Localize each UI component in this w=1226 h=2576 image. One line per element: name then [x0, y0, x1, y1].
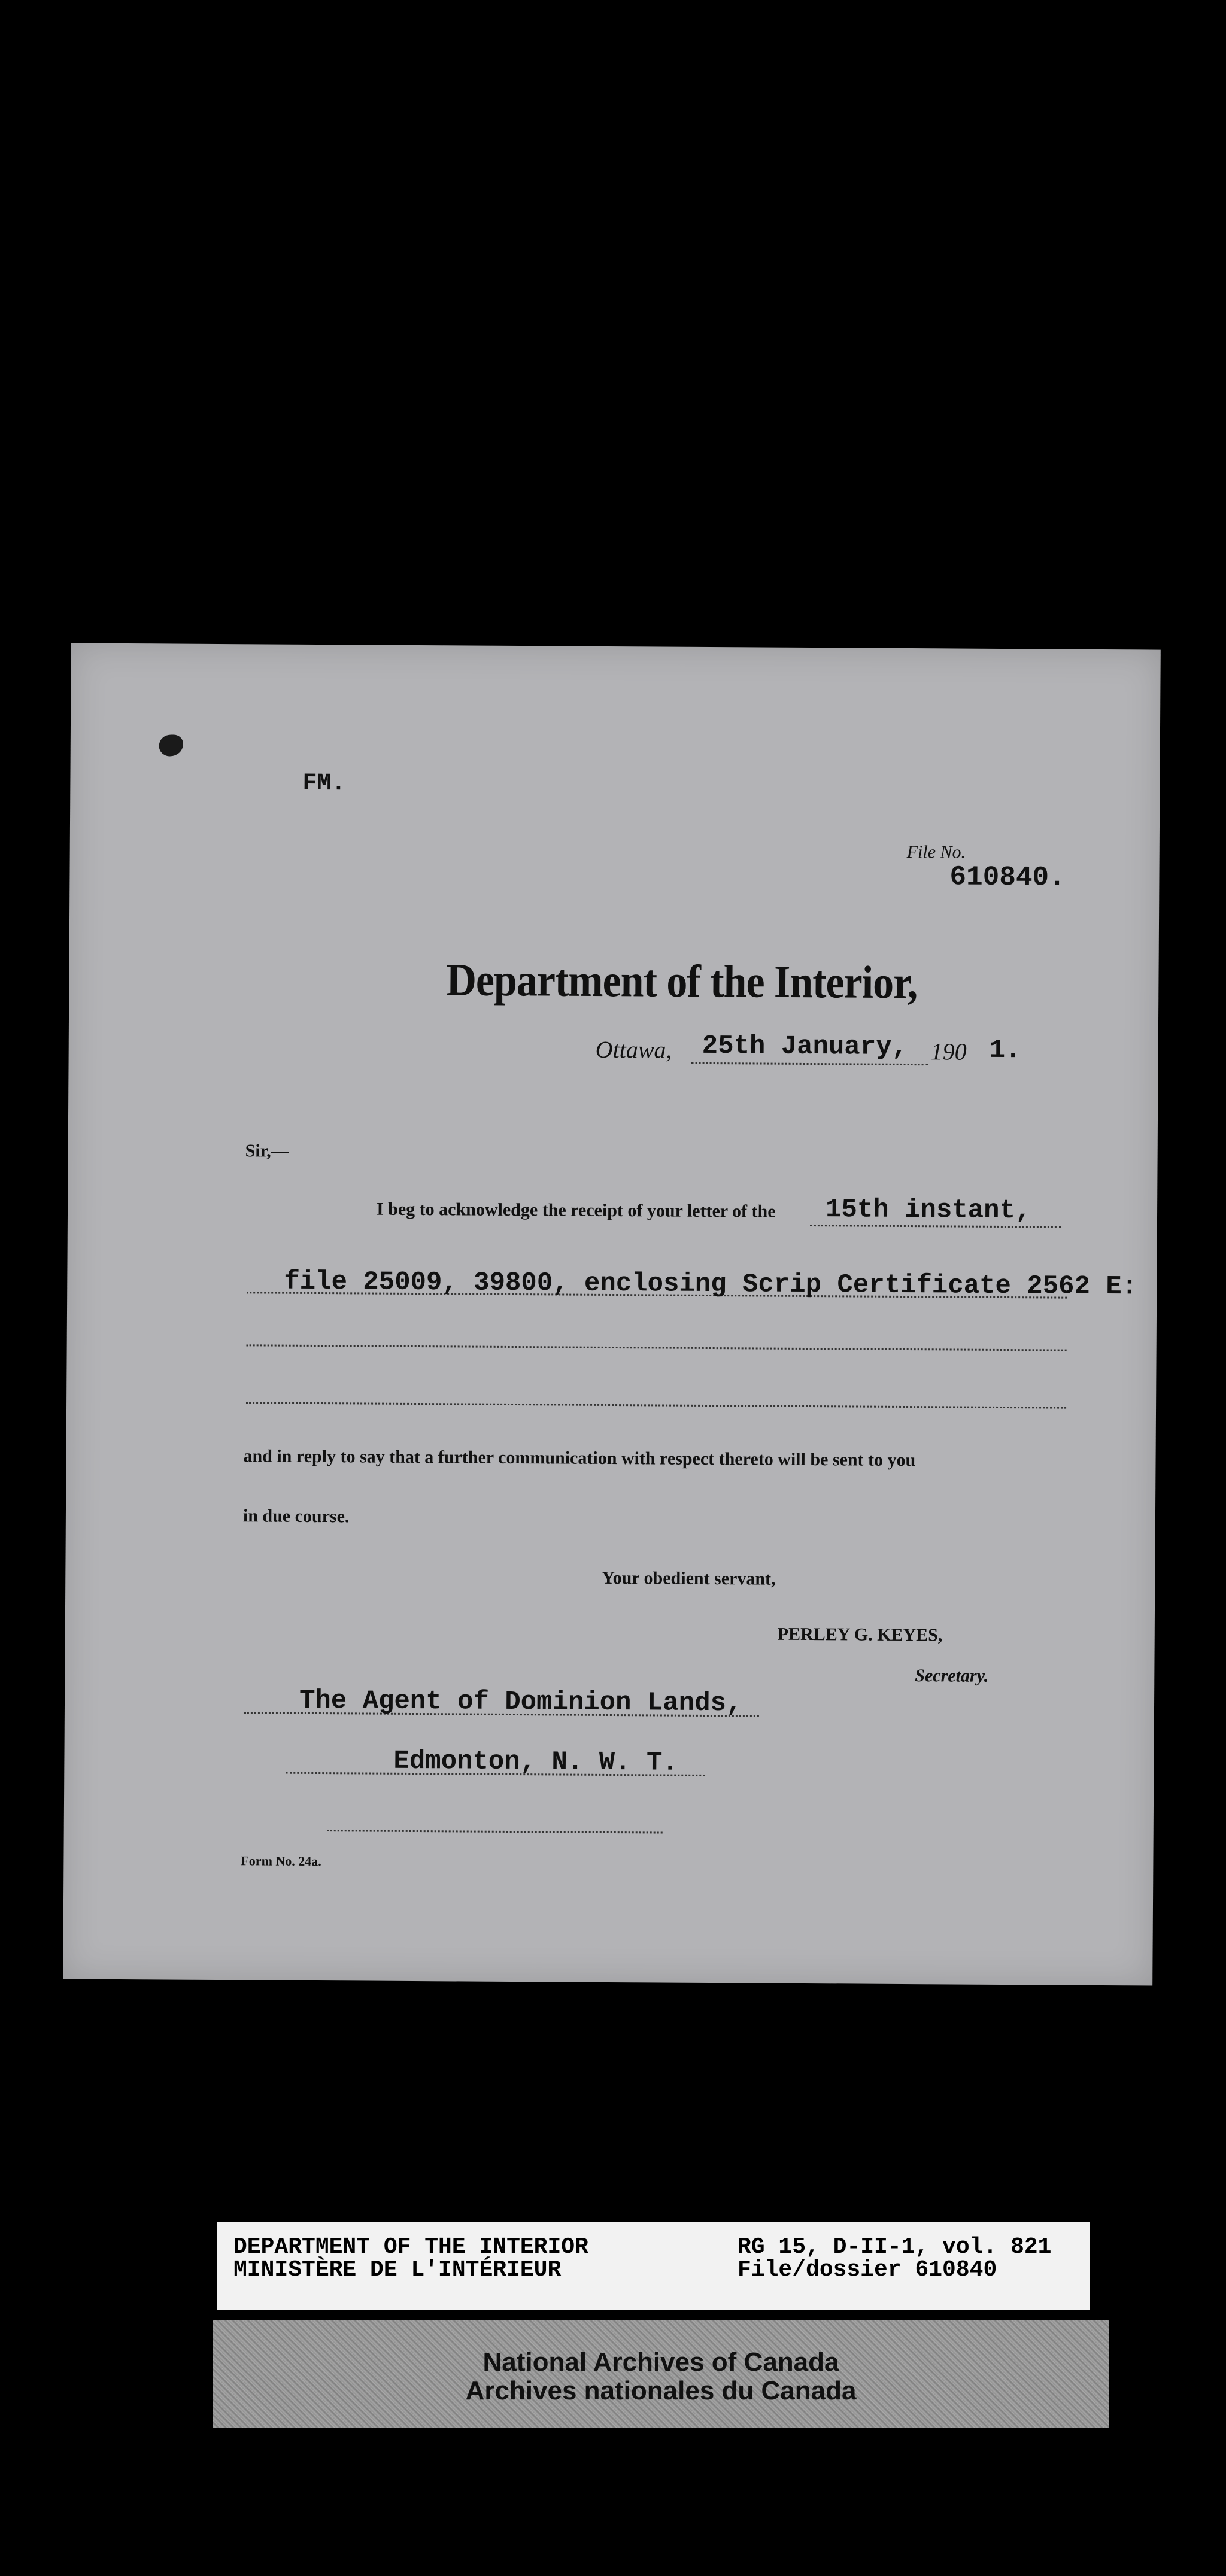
department-fr: MINISTÈRE DE L'INTÉRIEUR [233, 2257, 562, 2283]
letterhead-title: Department of the Interior, [446, 955, 918, 1008]
file-number: 610840. [949, 861, 1066, 894]
letter-page [63, 643, 1161, 1985]
recipient-line-2: Edmonton, N. W. T. [393, 1746, 678, 1778]
initials: FM. [302, 770, 346, 798]
underline-3 [246, 1402, 1066, 1408]
record-group: RG 15, D-II-1, vol. 821 [738, 2234, 1052, 2260]
department-en: DEPARTMENT OF THE INTERIOR [233, 2234, 588, 2260]
signer-title: Secretary. [915, 1666, 989, 1686]
paragraph-body: and in reply to say that a further communication with respect thereto will be sent to you [243, 1446, 916, 1471]
file-number-label: File No. [906, 842, 966, 862]
form-number: Form No. 24a. [241, 1853, 321, 1869]
closing: Your obedient servant, [602, 1568, 776, 1589]
salutation: Sir,— [245, 1141, 289, 1161]
file-dossier: File/dossier 610840 [738, 2257, 997, 2283]
paragraph-lead: I beg to acknowledge the receipt of your letter of the [376, 1199, 776, 1222]
archives-name-fr: Archives nationales du Canada [465, 2376, 857, 2405]
ink-smudge [159, 734, 183, 756]
archive-reference-label [217, 2222, 1090, 2310]
underline-2 [247, 1344, 1067, 1351]
letter-date: 25th January, [702, 1031, 908, 1063]
city-label: Ottawa, [595, 1035, 672, 1064]
date-underline [691, 1062, 928, 1065]
year-suffix: 1. [989, 1035, 1021, 1066]
year-prefix: 190 [930, 1038, 967, 1065]
recipient-line-1: The Agent of Dominion Lands, [299, 1685, 742, 1719]
reference-details: file 25009, 39800, enclosing Scrip Certificate 2562 E: [284, 1266, 1138, 1302]
recipient-underline-3 [327, 1830, 663, 1833]
signer-name: PERLEY G. KEYES, [777, 1624, 943, 1645]
national-archives-banner [213, 2320, 1109, 2428]
archives-name-en: National Archives of Canada [482, 2347, 839, 2377]
paragraph-body-end: in due course. [242, 1506, 350, 1527]
reference-date: 15th instant, [825, 1195, 1031, 1226]
